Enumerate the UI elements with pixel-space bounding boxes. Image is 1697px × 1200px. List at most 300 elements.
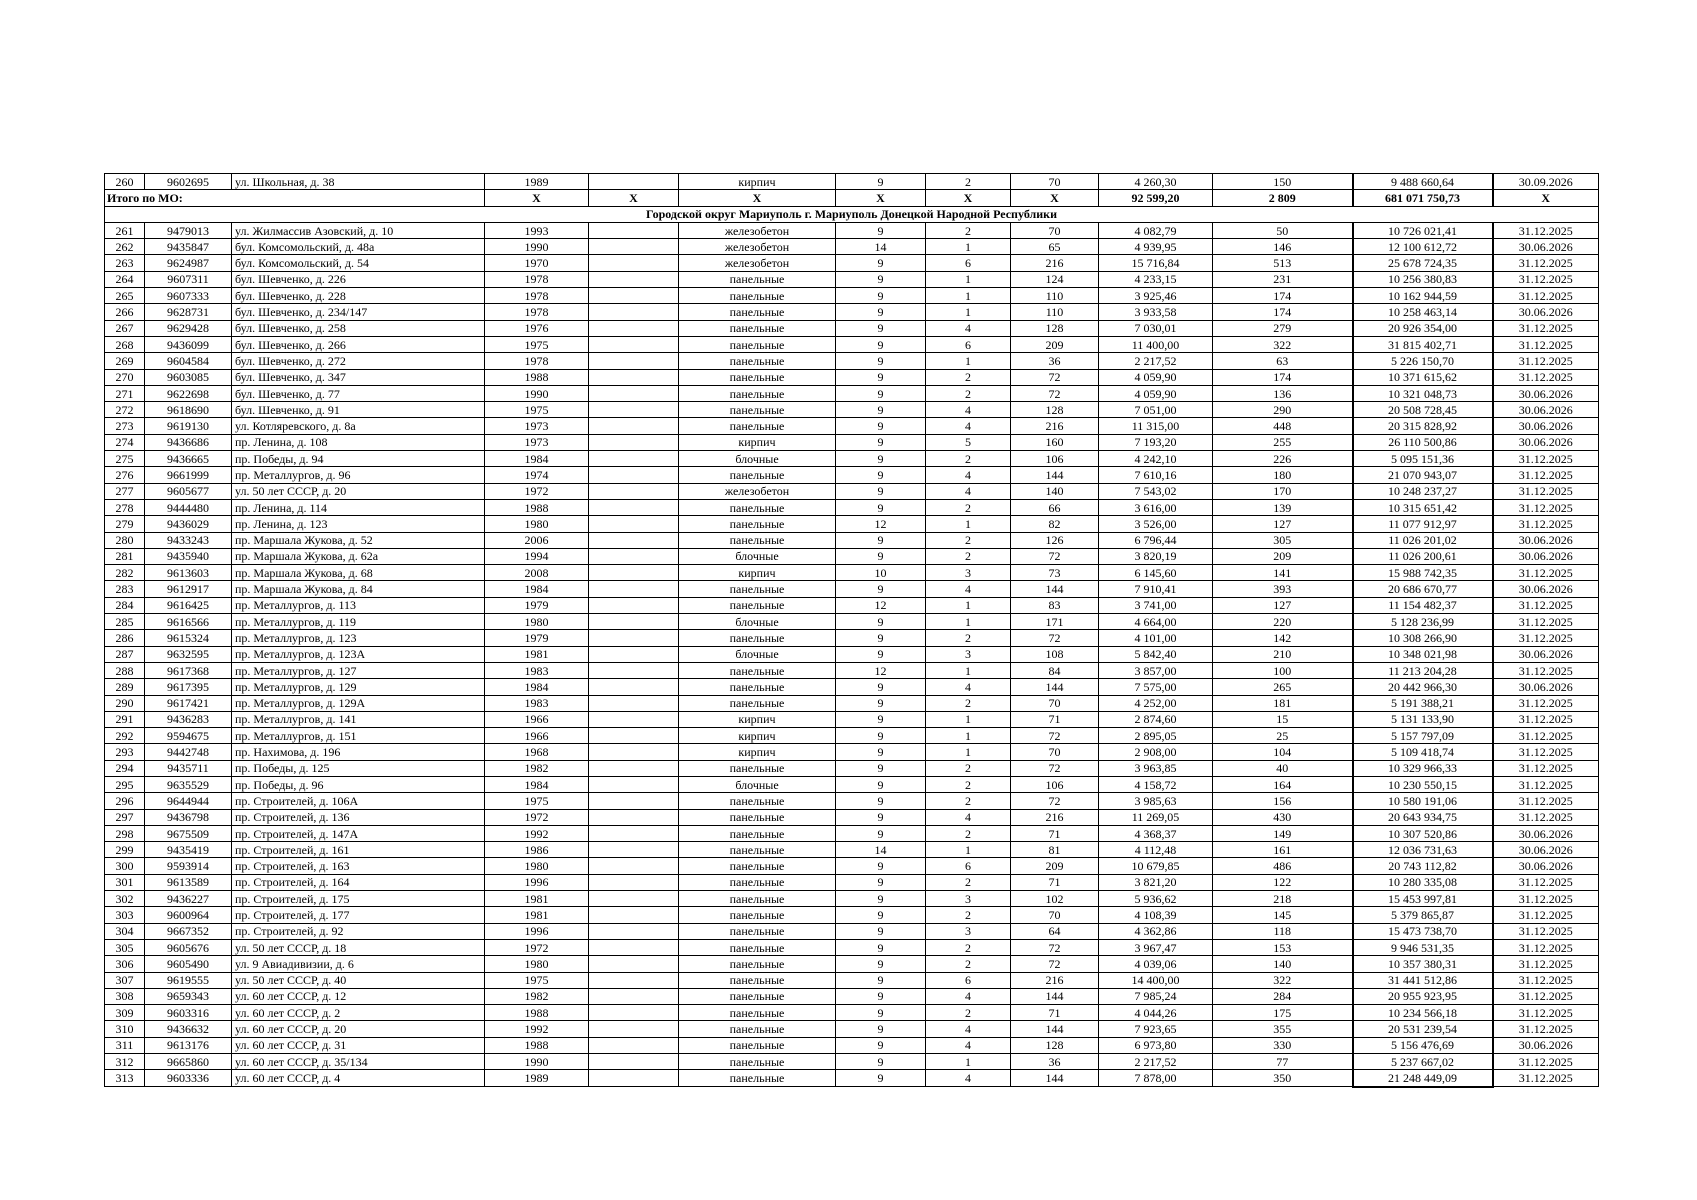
repair-cost: 5 191 388,21: [1353, 695, 1493, 711]
building-code: 9444480: [145, 499, 232, 515]
table-row: [105, 1021, 1599, 1037]
empty-cell: [589, 891, 679, 907]
table-row: [105, 809, 1599, 825]
empty-cell: [589, 874, 679, 890]
building-address: бул. Шевченко, д. 77: [232, 385, 485, 401]
empty-cell: [589, 1037, 679, 1053]
building-address: пр. Металлургов, д. 127: [232, 662, 485, 678]
total-x: X: [679, 190, 836, 206]
build-year: 1978: [485, 288, 589, 304]
floor-count: 14: [836, 842, 926, 858]
resident-count: 140: [1213, 956, 1353, 972]
repair-cost: 9 488 660,64: [1353, 174, 1493, 190]
build-year: 1984: [485, 451, 589, 467]
apartment-count: 110: [1011, 304, 1099, 320]
wall-material: панельные: [679, 842, 836, 858]
resident-count: 25: [1213, 728, 1353, 744]
building-address: пр. Строителей, д. 136: [232, 809, 485, 825]
total-area: 2 895,05: [1099, 728, 1213, 744]
apartment-count: 209: [1011, 858, 1099, 874]
total-area: 7 910,41: [1099, 581, 1213, 597]
floor-count: 9: [836, 548, 926, 564]
floor-count: 9: [836, 630, 926, 646]
table-row: [105, 434, 1599, 450]
entrance-count: 1: [926, 662, 1011, 678]
resident-count: 174: [1213, 369, 1353, 385]
apartment-count: 108: [1011, 646, 1099, 662]
floor-count: 9: [836, 760, 926, 776]
build-year: 1975: [485, 972, 589, 988]
building-code: 9436099: [145, 336, 232, 352]
deadline: 31.12.2025: [1493, 320, 1599, 336]
repair-cost: 11 077 912,97: [1353, 516, 1493, 532]
build-year: 1982: [485, 988, 589, 1004]
empty-cell: [589, 858, 679, 874]
repair-cost: 10 307 520,86: [1353, 825, 1493, 841]
repair-cost: 11 026 201,02: [1353, 532, 1493, 548]
entrance-count: 1: [926, 744, 1011, 760]
building-address: пр. Строителей, д. 161: [232, 842, 485, 858]
building-code: 9605676: [145, 939, 232, 955]
wall-material: панельные: [679, 467, 836, 483]
table-row: [105, 874, 1599, 890]
total-area: 7 985,24: [1099, 988, 1213, 1004]
building-code: 9604584: [145, 353, 232, 369]
apartment-count: 71: [1011, 825, 1099, 841]
entrance-count: 4: [926, 1070, 1011, 1087]
floor-count: 9: [836, 271, 926, 287]
building-code: 9433243: [145, 532, 232, 548]
row-number: 280: [105, 532, 145, 548]
total-area: 6 145,60: [1099, 565, 1213, 581]
floor-count: 9: [836, 532, 926, 548]
empty-cell: [589, 923, 679, 939]
building-address: пр. Маршала Жукова, д. 68: [232, 565, 485, 581]
entrance-count: 4: [926, 320, 1011, 336]
apartment-count: 81: [1011, 842, 1099, 858]
building-code: 9635529: [145, 776, 232, 792]
resident-count: 486: [1213, 858, 1353, 874]
floor-count: 9: [836, 891, 926, 907]
empty-cell: [589, 548, 679, 564]
resident-count: 164: [1213, 776, 1353, 792]
total-area: 4 664,00: [1099, 614, 1213, 630]
row-number: 287: [105, 646, 145, 662]
building-address: бул. Комсомольский, д. 54: [232, 255, 485, 271]
total-area: 7 575,00: [1099, 679, 1213, 695]
build-year: 1966: [485, 711, 589, 727]
total-area: 7 610,16: [1099, 467, 1213, 483]
entrance-count: 1: [926, 516, 1011, 532]
repair-cost: 12 036 731,63: [1353, 842, 1493, 858]
resident-count: 50: [1213, 222, 1353, 238]
building-address: ул. 50 лет СССР, д. 18: [232, 939, 485, 955]
apartment-count: 126: [1011, 532, 1099, 548]
deadline: 30.06.2026: [1493, 239, 1599, 255]
wall-material: панельные: [679, 891, 836, 907]
entrance-count: 1: [926, 239, 1011, 255]
apartment-count: 70: [1011, 907, 1099, 923]
repair-cost: 20 315 828,92: [1353, 418, 1493, 434]
row-number: 293: [105, 744, 145, 760]
apartment-count: 64: [1011, 923, 1099, 939]
build-year: 1988: [485, 1037, 589, 1053]
build-year: 1996: [485, 874, 589, 890]
building-address: пр. Строителей, д. 106А: [232, 793, 485, 809]
apartment-count: 73: [1011, 565, 1099, 581]
total-x: X: [589, 190, 679, 206]
entrance-count: 4: [926, 467, 1011, 483]
building-address: бул. Шевченко, д. 226: [232, 271, 485, 287]
empty-cell: [589, 516, 679, 532]
floor-count: 9: [836, 1005, 926, 1021]
total-area: 7 543,02: [1099, 483, 1213, 499]
total-area: 3 616,00: [1099, 499, 1213, 515]
resident-count: 305: [1213, 532, 1353, 548]
apartment-count: 140: [1011, 483, 1099, 499]
row-number: 291: [105, 711, 145, 727]
wall-material: панельные: [679, 939, 836, 955]
entrance-count: 1: [926, 711, 1011, 727]
empty-cell: [589, 288, 679, 304]
deadline: 30.06.2026: [1493, 825, 1599, 841]
table-row: [105, 418, 1599, 434]
apartment-count: 84: [1011, 662, 1099, 678]
wall-material: железобетон: [679, 239, 836, 255]
wall-material: кирпич: [679, 744, 836, 760]
building-code: 9667352: [145, 923, 232, 939]
floor-count: 14: [836, 239, 926, 255]
empty-cell: [589, 1054, 679, 1070]
total-area: 4 158,72: [1099, 776, 1213, 792]
table-row: [105, 972, 1599, 988]
wall-material: панельные: [679, 385, 836, 401]
building-code: 9675509: [145, 825, 232, 841]
floor-count: 9: [836, 320, 926, 336]
total-area: 10 679,85: [1099, 858, 1213, 874]
building-code: 9603316: [145, 1005, 232, 1021]
resident-count: 322: [1213, 972, 1353, 988]
entrance-count: 4: [926, 581, 1011, 597]
empty-cell: [589, 956, 679, 972]
repair-cost: 10 580 191,06: [1353, 793, 1493, 809]
building-address: бул. Шевченко, д. 228: [232, 288, 485, 304]
wall-material: панельные: [679, 516, 836, 532]
total-area: 4 044,26: [1099, 1005, 1213, 1021]
building-code: 9442748: [145, 744, 232, 760]
row-number: 261: [105, 222, 145, 238]
building-code: 9607311: [145, 271, 232, 287]
table-row: [105, 451, 1599, 467]
empty-cell: [589, 825, 679, 841]
floor-count: 9: [836, 907, 926, 923]
building-address: пр. Нахимова, д. 196: [232, 744, 485, 760]
building-code: 9603336: [145, 1070, 232, 1087]
build-year: 1980: [485, 858, 589, 874]
building-address: бул. Шевченко, д. 91: [232, 402, 485, 418]
resident-count: 153: [1213, 939, 1353, 955]
build-year: 1984: [485, 776, 589, 792]
building-address: пр. Металлургов, д. 113: [232, 597, 485, 613]
building-address: пр. Ленина, д. 108: [232, 434, 485, 450]
deadline: 31.12.2025: [1493, 907, 1599, 923]
resident-count: 231: [1213, 271, 1353, 287]
row-number: 278: [105, 499, 145, 515]
resident-count: 255: [1213, 434, 1353, 450]
wall-material: панельные: [679, 874, 836, 890]
repair-cost: 20 743 112,82: [1353, 858, 1493, 874]
row-number: 290: [105, 695, 145, 711]
floor-count: 9: [836, 809, 926, 825]
empty-cell: [589, 809, 679, 825]
total-area: 2 217,52: [1099, 353, 1213, 369]
build-year: 1968: [485, 744, 589, 760]
wall-material: панельные: [679, 1054, 836, 1070]
resident-count: 15: [1213, 711, 1353, 727]
resident-count: 150: [1213, 174, 1353, 190]
empty-cell: [589, 679, 679, 695]
repair-cost: 10 329 966,33: [1353, 760, 1493, 776]
entrance-count: 2: [926, 760, 1011, 776]
table-row: [105, 793, 1599, 809]
entrance-count: 1: [926, 728, 1011, 744]
repair-cost: 5 131 133,90: [1353, 711, 1493, 727]
floor-count: 9: [836, 1037, 926, 1053]
entrance-count: 2: [926, 499, 1011, 515]
repair-cost: 20 955 923,95: [1353, 988, 1493, 1004]
floor-count: 9: [836, 467, 926, 483]
building-code: 9612917: [145, 581, 232, 597]
empty-cell: [589, 353, 679, 369]
building-address: ул. 60 лет СССР, д. 4: [232, 1070, 485, 1087]
building-address: пр. Строителей, д. 164: [232, 874, 485, 890]
resident-count: 220: [1213, 614, 1353, 630]
building-code: 9594675: [145, 728, 232, 744]
row-number: 284: [105, 597, 145, 613]
resident-count: 513: [1213, 255, 1353, 271]
building-code: 9605677: [145, 483, 232, 499]
total-area: 11 400,00: [1099, 336, 1213, 352]
building-code: 9593914: [145, 858, 232, 874]
apartment-count: 128: [1011, 320, 1099, 336]
deadline: 31.12.2025: [1493, 711, 1599, 727]
table-row: [105, 679, 1599, 695]
total-area: 6 973,80: [1099, 1037, 1213, 1053]
deadline: 31.12.2025: [1493, 369, 1599, 385]
build-year: 1972: [485, 939, 589, 955]
build-year: 1984: [485, 679, 589, 695]
row-number: 302: [105, 891, 145, 907]
entrance-count: 3: [926, 646, 1011, 662]
apartment-count: 70: [1011, 695, 1099, 711]
total-area: 5 936,62: [1099, 891, 1213, 907]
building-address: пр. Металлургов, д. 123А: [232, 646, 485, 662]
apartment-count: 144: [1011, 679, 1099, 695]
apartment-count: 106: [1011, 451, 1099, 467]
empty-cell: [589, 255, 679, 271]
repair-cost: 10 308 266,90: [1353, 630, 1493, 646]
entrance-count: 4: [926, 988, 1011, 1004]
row-number: 305: [105, 939, 145, 955]
housing-repair-table: [104, 173, 1599, 1088]
table-row: [105, 255, 1599, 271]
resident-count: 430: [1213, 809, 1353, 825]
wall-material: блочные: [679, 614, 836, 630]
wall-material: панельные: [679, 1037, 836, 1053]
floor-count: 9: [836, 793, 926, 809]
building-code: 9435847: [145, 239, 232, 255]
empty-cell: [589, 793, 679, 809]
apartment-count: 216: [1011, 418, 1099, 434]
repair-cost: 31 441 512,86: [1353, 972, 1493, 988]
building-code: 9435940: [145, 548, 232, 564]
floor-count: 12: [836, 516, 926, 532]
total-area: 4 101,00: [1099, 630, 1213, 646]
wall-material: панельные: [679, 304, 836, 320]
deadline: 31.12.2025: [1493, 1021, 1599, 1037]
deadline: 30.06.2026: [1493, 385, 1599, 401]
resident-count: 355: [1213, 1021, 1353, 1037]
total-area: 4 939,95: [1099, 239, 1213, 255]
table-row: [105, 222, 1599, 238]
repair-cost: 25 678 724,35: [1353, 255, 1493, 271]
resident-count: 322: [1213, 336, 1353, 352]
building-code: 9479013: [145, 222, 232, 238]
wall-material: панельные: [679, 369, 836, 385]
build-year: 1981: [485, 891, 589, 907]
wall-material: панельные: [679, 353, 836, 369]
resident-count: 448: [1213, 418, 1353, 434]
apartment-count: 144: [1011, 1070, 1099, 1087]
empty-cell: [589, 402, 679, 418]
build-year: 1984: [485, 581, 589, 597]
entrance-count: 2: [926, 776, 1011, 792]
total-area: 11 315,00: [1099, 418, 1213, 434]
building-address: пр. Металлургов, д. 129А: [232, 695, 485, 711]
resident-count: 290: [1213, 402, 1353, 418]
repair-cost: 20 531 239,54: [1353, 1021, 1493, 1037]
build-year: 1970: [485, 255, 589, 271]
deadline: 31.12.2025: [1493, 809, 1599, 825]
deadline: 31.12.2025: [1493, 956, 1599, 972]
deadline: 31.12.2025: [1493, 1070, 1599, 1087]
row-number: 282: [105, 565, 145, 581]
entrance-count: 2: [926, 369, 1011, 385]
wall-material: панельные: [679, 532, 836, 548]
build-year: 1996: [485, 923, 589, 939]
apartment-count: 216: [1011, 255, 1099, 271]
empty-cell: [589, 304, 679, 320]
entrance-count: 1: [926, 614, 1011, 630]
row-number: 310: [105, 1021, 145, 1037]
building-address: пр. Ленина, д. 123: [232, 516, 485, 532]
table-row: [105, 891, 1599, 907]
floor-count: 9: [836, 369, 926, 385]
empty-cell: [589, 483, 679, 499]
empty-cell: [589, 597, 679, 613]
build-year: 1976: [485, 320, 589, 336]
building-code: 9644944: [145, 793, 232, 809]
build-year: 1973: [485, 418, 589, 434]
apartment-count: 160: [1011, 434, 1099, 450]
row-number: 300: [105, 858, 145, 874]
table-row: [105, 532, 1599, 548]
resident-count: 100: [1213, 662, 1353, 678]
build-year: 1981: [485, 907, 589, 923]
entrance-count: 2: [926, 532, 1011, 548]
building-code: 9624987: [145, 255, 232, 271]
table-row: [105, 369, 1599, 385]
entrance-count: 2: [926, 1005, 1011, 1021]
floor-count: 9: [836, 1070, 926, 1087]
repair-cost: 10 357 380,31: [1353, 956, 1493, 972]
wall-material: панельные: [679, 662, 836, 678]
repair-cost: 10 321 048,73: [1353, 385, 1493, 401]
resident-count: 146: [1213, 239, 1353, 255]
empty-cell: [589, 467, 679, 483]
empty-cell: [589, 776, 679, 792]
entrance-count: 6: [926, 336, 1011, 352]
floor-count: 9: [836, 336, 926, 352]
empty-cell: [589, 369, 679, 385]
empty-cell: [589, 336, 679, 352]
row-number: 264: [105, 271, 145, 287]
building-address: ул. 9 Авиадивизии, д. 6: [232, 956, 485, 972]
build-year: 1988: [485, 499, 589, 515]
floor-count: 9: [836, 434, 926, 450]
table-row: [105, 385, 1599, 401]
total-area: 15 716,84: [1099, 255, 1213, 271]
total-area: 3 526,00: [1099, 516, 1213, 532]
total-area: 4 233,15: [1099, 271, 1213, 287]
entrance-count: 2: [926, 907, 1011, 923]
resident-count: 265: [1213, 679, 1353, 695]
floor-count: 12: [836, 597, 926, 613]
empty-cell: [589, 988, 679, 1004]
row-number: 286: [105, 630, 145, 646]
building-address: пр. Победы, д. 94: [232, 451, 485, 467]
row-number: 306: [105, 956, 145, 972]
empty-cell: [589, 614, 679, 630]
deadline: 31.12.2025: [1493, 972, 1599, 988]
total-area: 4 059,90: [1099, 369, 1213, 385]
row-number: 285: [105, 614, 145, 630]
resident-count: 139: [1213, 499, 1353, 515]
table-row: [105, 239, 1599, 255]
repair-cost: 15 988 742,35: [1353, 565, 1493, 581]
wall-material: панельные: [679, 825, 836, 841]
row-number: 274: [105, 434, 145, 450]
empty-cell: [589, 532, 679, 548]
build-year: 1980: [485, 614, 589, 630]
wall-material: панельные: [679, 809, 836, 825]
building-code: 9632595: [145, 646, 232, 662]
building-code: 9616425: [145, 597, 232, 613]
build-year: 1983: [485, 695, 589, 711]
repair-cost: 21 248 449,09: [1353, 1070, 1493, 1087]
building-address: пр. Маршала Жукова, д. 52: [232, 532, 485, 548]
table-row: [105, 662, 1599, 678]
repair-cost: 5 128 236,99: [1353, 614, 1493, 630]
build-year: 1972: [485, 483, 589, 499]
repair-cost: 20 686 670,77: [1353, 581, 1493, 597]
table-row: [105, 760, 1599, 776]
apartment-count: 66: [1011, 499, 1099, 515]
deadline: 31.12.2025: [1493, 728, 1599, 744]
resident-count: 174: [1213, 288, 1353, 304]
row-number: 281: [105, 548, 145, 564]
building-address: пр. Строителей, д. 163: [232, 858, 485, 874]
